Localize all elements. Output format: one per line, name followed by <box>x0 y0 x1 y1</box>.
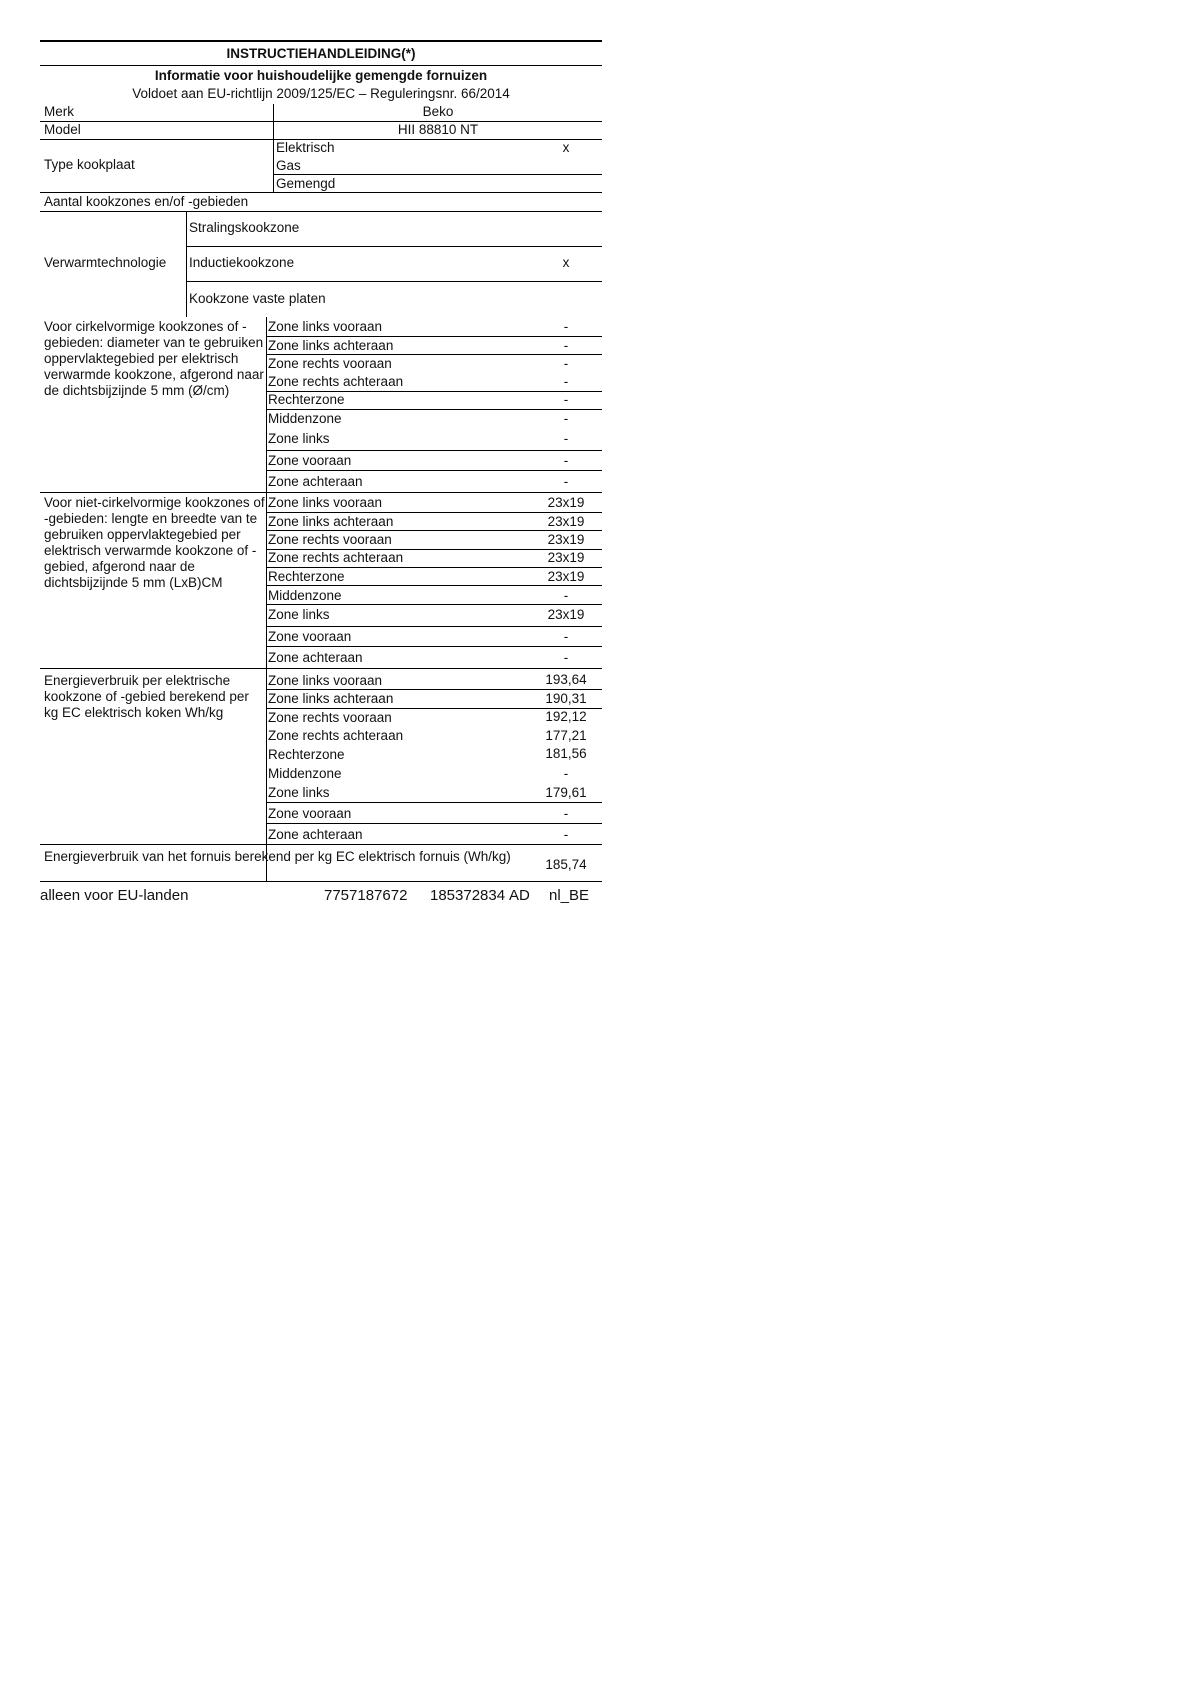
divider <box>266 604 602 605</box>
circular-zone-value: - <box>563 474 569 489</box>
circular-zone-value: - <box>563 356 569 371</box>
divider <box>40 492 602 493</box>
model-value: HII 88810 NT <box>397 122 479 137</box>
top-rule <box>40 40 602 42</box>
circular-zone-value: - <box>563 431 569 446</box>
divider <box>40 65 602 66</box>
footer-code: AD <box>509 887 530 904</box>
circular-zone-label: Zone vooraan <box>268 453 352 468</box>
divider <box>266 354 602 355</box>
noncircular-zone-value: - <box>563 588 569 603</box>
energy-zone-label: Zone rechts vooraan <box>268 710 392 725</box>
heating-tech-label: Verwarmtechnologie <box>44 255 167 270</box>
heating-tech-induction: Inductiekookzone <box>189 255 295 270</box>
divider <box>266 626 602 627</box>
circular-zone-label: Zone links achteraan <box>268 338 394 353</box>
divider <box>40 844 602 845</box>
hob-type-electric-mark: x <box>562 140 570 155</box>
circular-zone-label: Zone achteraan <box>268 474 363 489</box>
energy-zone-label: Zone achteraan <box>268 827 363 842</box>
noncircular-zone-label: Zone links <box>268 607 330 622</box>
document-title: INSTRUCTIEHANDLEIDING(*) <box>226 46 416 61</box>
circular-zone-label: Zone rechts achteraan <box>268 374 404 389</box>
heating-tech-induction-mark: x <box>562 255 570 270</box>
circular-zone-value: - <box>563 319 569 334</box>
divider <box>266 336 602 337</box>
divider <box>266 567 602 568</box>
divider <box>266 409 602 410</box>
divider <box>266 585 602 586</box>
circular-zone-value: - <box>563 453 569 468</box>
energy-zone-value: 192,12 <box>545 709 587 724</box>
zones-count-label: Aantal kookzones en/of -gebieden <box>44 194 249 209</box>
directive-text: Voldoet aan EU-richtlijn 2009/125/EC – Reguleringsnr. 66/2014 <box>132 86 510 101</box>
document-subtitle: Informatie voor huishoudelijke gemengde fornuizen <box>154 68 488 83</box>
hob-type-electric: Elektrisch <box>276 140 335 155</box>
circular-zone-label: Rechterzone <box>268 392 345 407</box>
circular-zone-label: Zone links vooraan <box>268 319 383 334</box>
model-label: Model <box>44 122 81 137</box>
noncircular-zone-label: Middenzone <box>268 588 342 603</box>
footer-locale: nl_BE <box>549 887 590 904</box>
noncircular-zone-label: Zone achteraan <box>268 650 363 665</box>
circular-zone-label: Zone links <box>268 431 330 446</box>
circular-zone-label: Zone rechts vooraan <box>268 356 392 371</box>
heating-tech-radiant: Stralingskookzone <box>189 220 300 235</box>
energy-description: Energieverbruik per elektrische kookzone of -gebied berekend per kg EC elektrisch koken Wh/kg <box>44 673 249 720</box>
noncircular-zone-value: 23x19 <box>547 495 585 510</box>
noncircular-zone-value: 23x19 <box>547 569 585 584</box>
divider <box>40 668 602 669</box>
noncircular-zone-value: - <box>563 629 569 644</box>
energy-zone-label: Zone rechts achteraan <box>268 728 404 743</box>
column-divider <box>266 317 267 882</box>
brand-value: Beko <box>422 104 454 119</box>
noncircular-zone-value: 23x19 <box>547 514 585 529</box>
noncircular-zone-value: 23x19 <box>547 607 585 622</box>
divider <box>186 281 602 282</box>
total-energy-label: Energieverbruik van het fornuis berekend per kg EC elektrisch fornuis (Wh/kg) <box>44 849 511 864</box>
heating-tech-solid-plate: Kookzone vaste platen <box>189 291 326 306</box>
hob-type-label: Type kookplaat <box>44 157 135 172</box>
divider <box>266 823 602 824</box>
divider <box>186 246 602 247</box>
brand-label: Merk <box>44 104 74 119</box>
circular-zone-value: - <box>563 411 569 426</box>
energy-zone-value: 179,61 <box>545 785 587 800</box>
energy-zone-label: Zone links achteraan <box>268 691 394 706</box>
noncircular-zone-value: 23x19 <box>547 532 585 547</box>
column-divider <box>186 211 187 317</box>
divider <box>266 802 602 803</box>
circular-description: Voor cirkelvormige kookzones of -gebieden: diameter van te gebruiken oppervlaktegebied per elektrisch verwarmde kookzone, afgerond naar de dichtsbijzijnde 5 mm (Ø/cm) <box>44 319 264 398</box>
energy-zone-label: Zone links <box>268 785 330 800</box>
noncircular-zone-label: Zone links achteraan <box>268 514 394 529</box>
noncircular-zone-value: 23x19 <box>547 550 585 565</box>
energy-zone-value: - <box>563 827 569 842</box>
footer-code: 7757187672 <box>324 887 408 904</box>
hob-type-gas: Gas <box>276 158 301 173</box>
divider <box>266 512 602 513</box>
divider <box>274 174 602 175</box>
circular-zone-value: - <box>563 392 569 407</box>
noncircular-zone-label: Rechterzone <box>268 569 345 584</box>
noncircular-zone-label: Zone links vooraan <box>268 495 383 510</box>
energy-zone-label: Middenzone <box>268 766 342 781</box>
footer-note: alleen voor EU-landen <box>40 887 189 904</box>
divider <box>266 470 602 471</box>
noncircular-zone-label: Zone rechts vooraan <box>268 532 392 547</box>
energy-zone-label: Zone links vooraan <box>268 673 383 688</box>
divider <box>40 192 602 193</box>
divider <box>266 689 602 690</box>
divider <box>40 881 602 882</box>
divider <box>266 450 602 451</box>
energy-zone-label: Rechterzone <box>268 747 345 762</box>
noncircular-zone-label: Zone rechts achteraan <box>268 550 404 565</box>
energy-zone-value: 181,56 <box>545 746 587 761</box>
total-energy-value: 185,74 <box>545 857 587 872</box>
energy-zone-value: - <box>563 766 569 781</box>
hob-type-mixed: Gemengd <box>276 176 336 191</box>
energy-zone-value: 177,21 <box>545 728 587 743</box>
energy-zone-value: 193,64 <box>545 672 587 687</box>
energy-zone-value: - <box>563 806 569 821</box>
column-divider <box>273 104 274 193</box>
circular-zone-value: - <box>563 374 569 389</box>
circular-zone-label: Middenzone <box>268 411 342 426</box>
noncircular-description: Voor niet-cirkelvormige kookzones of -gebieden: lengte en breedte van te gebruiken oppervlaktegebied per elektrisch verwarmde kookzone of -gebied, afgerond naar de dichtsbijzijnde 5 mm (LxB)CM <box>44 495 265 590</box>
energy-zone-label: Zone vooraan <box>268 806 352 821</box>
divider <box>266 530 602 531</box>
footer-code: 185372834 <box>430 887 506 904</box>
noncircular-zone-value: - <box>563 650 569 665</box>
divider <box>266 646 602 647</box>
noncircular-zone-label: Zone vooraan <box>268 629 352 644</box>
energy-zone-value: 190,31 <box>545 691 587 706</box>
divider <box>40 211 602 212</box>
circular-zone-value: - <box>563 338 569 353</box>
